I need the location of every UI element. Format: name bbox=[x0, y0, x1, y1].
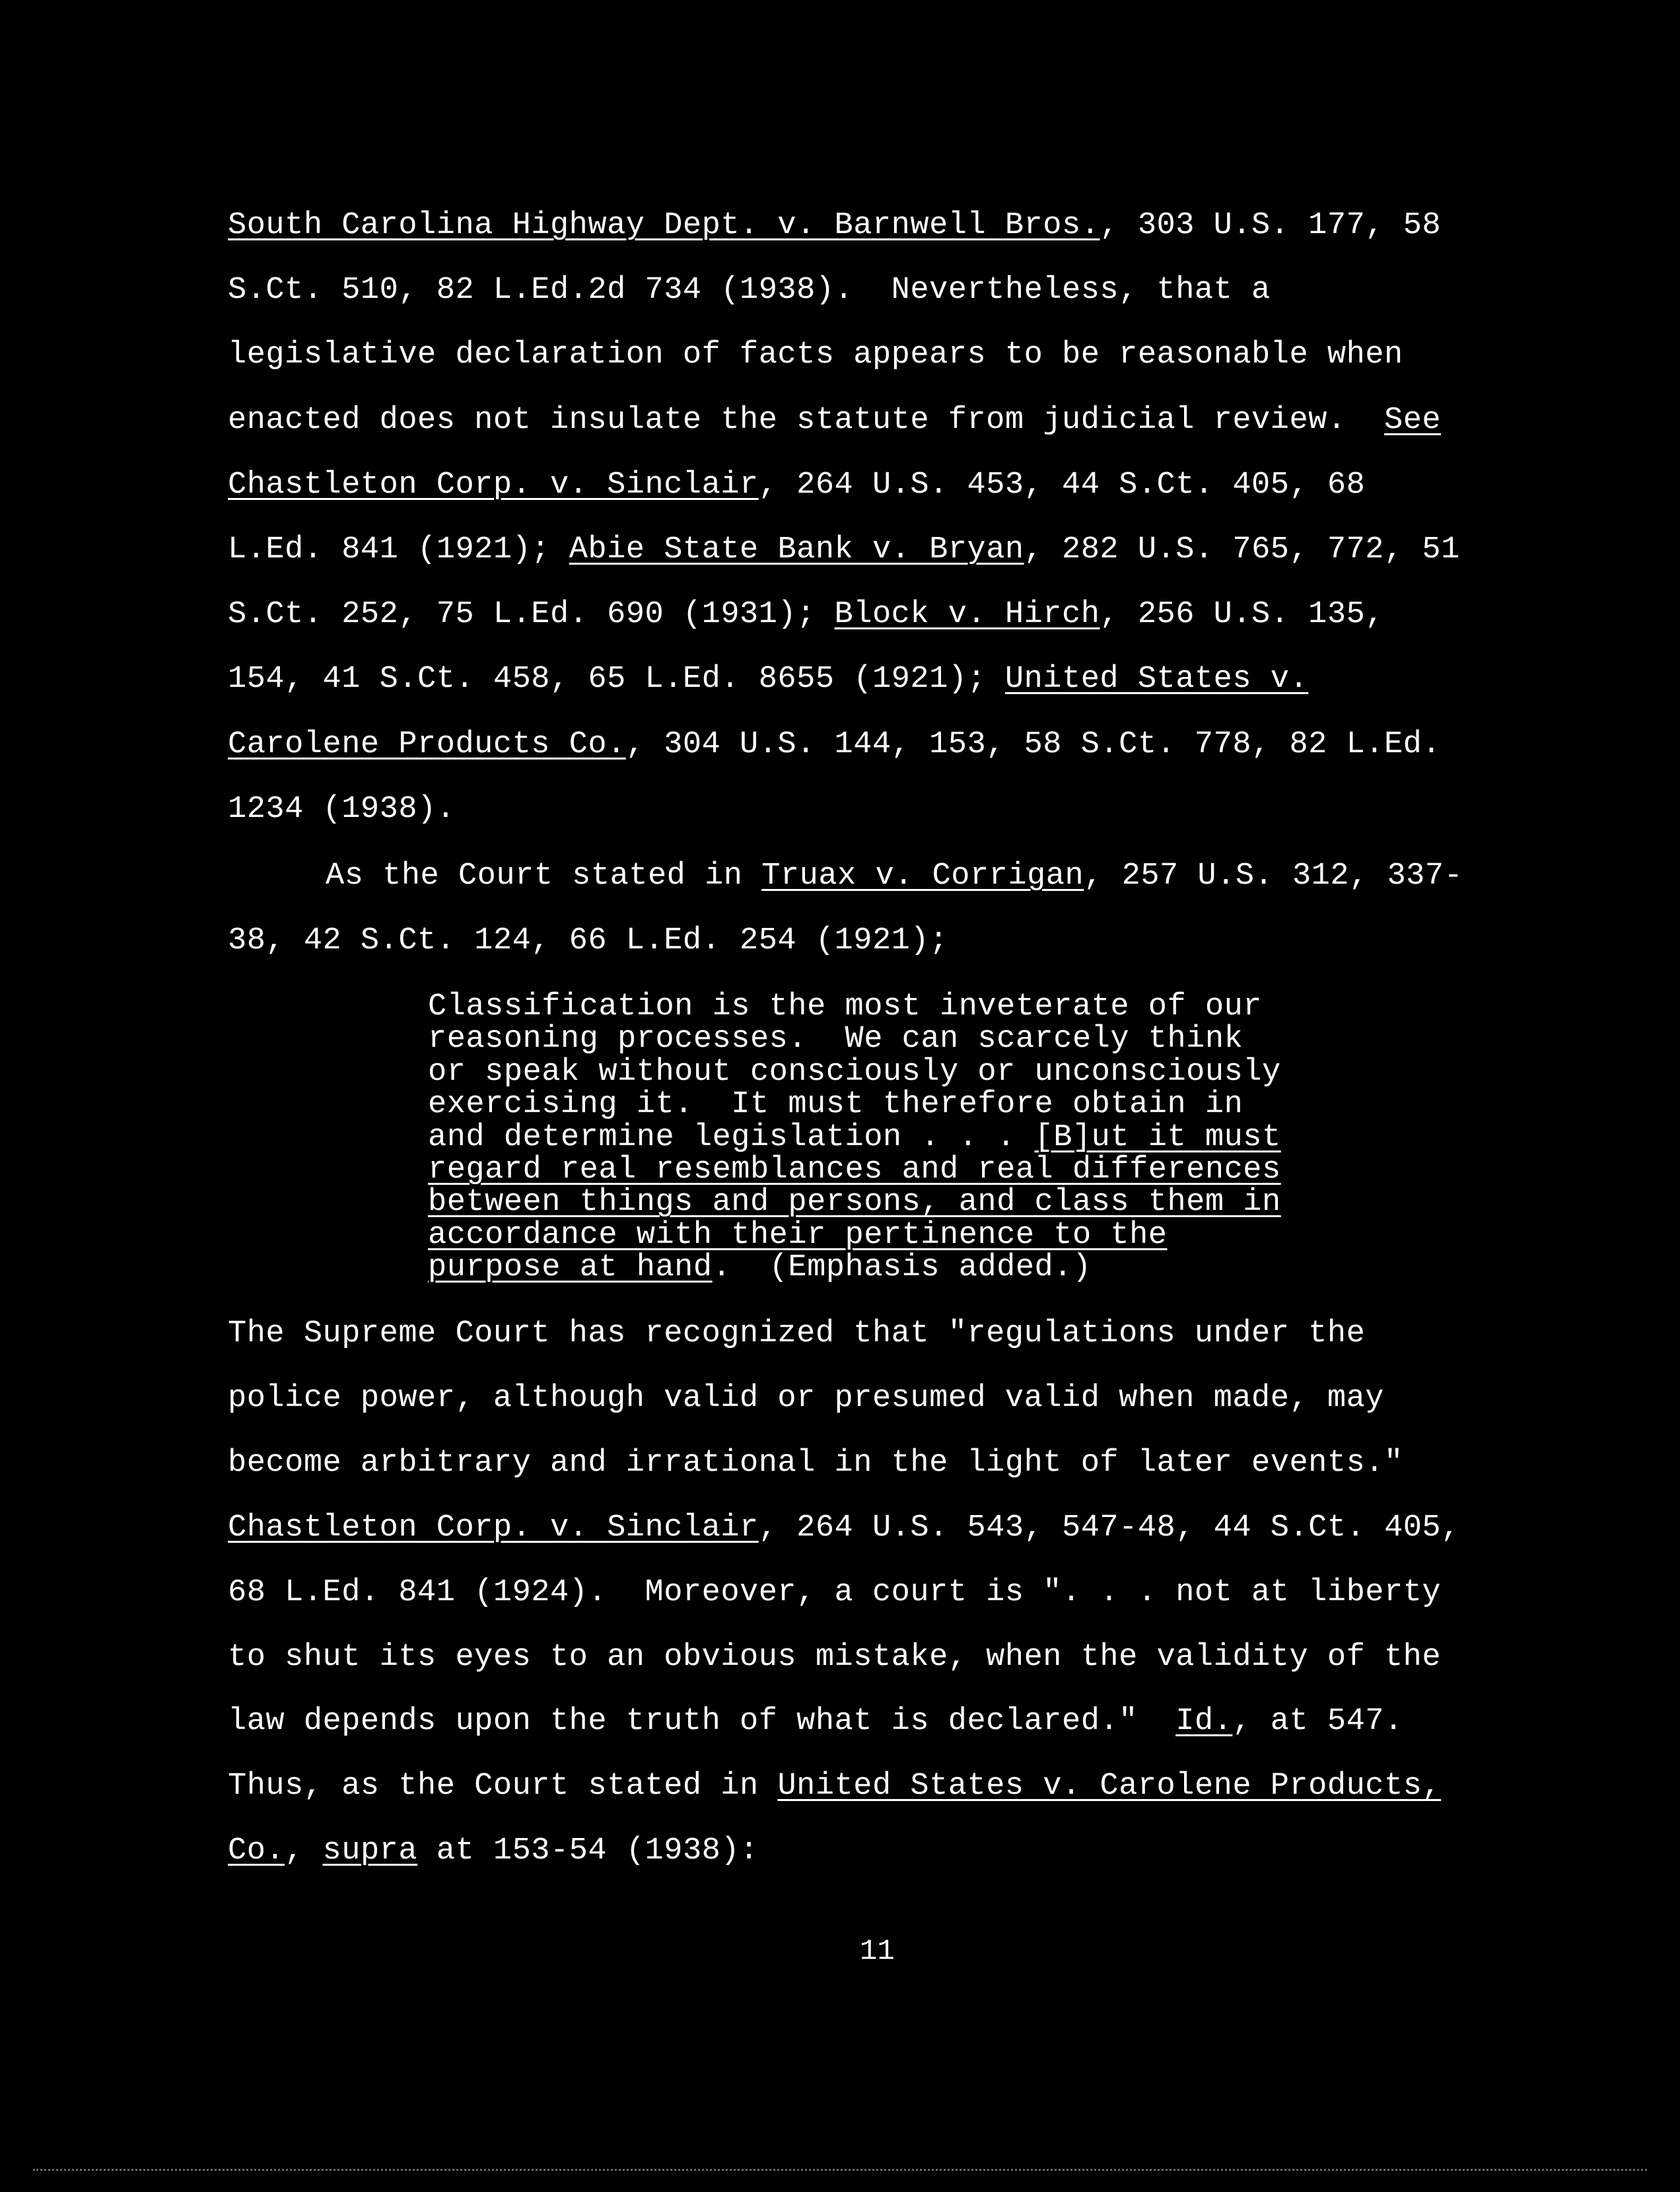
text-run: S.Ct. 252, 75 L.Ed. 690 (1931); bbox=[228, 597, 835, 633]
underlined-citation: Chastleton Corp. v. Sinclair bbox=[228, 467, 759, 503]
text-run: , 303 U.S. 177, 58 bbox=[1100, 208, 1442, 243]
text-run: or speak without consciously or unconsciously bbox=[428, 1054, 1281, 1090]
text-line bbox=[228, 1767, 1441, 1806]
text-line bbox=[428, 1154, 1281, 1187]
text-line bbox=[228, 725, 1441, 765]
text-run: enacted does not insulate the statute from judicial review. bbox=[228, 402, 1384, 438]
text-line bbox=[228, 401, 1441, 441]
underlined-citation: regard real resemblances and real differences bbox=[428, 1152, 1281, 1187]
text-run: L.Ed. 841 (1921); bbox=[228, 532, 569, 567]
text-line bbox=[428, 1056, 1281, 1089]
text-run: The Supreme Court has recognized that "regulations under the bbox=[228, 1316, 1366, 1351]
text-line bbox=[228, 1379, 1384, 1419]
text-run: reasoning processes. We can scarcely think bbox=[428, 1022, 1243, 1057]
underlined-citation: Id. bbox=[1175, 1704, 1233, 1740]
underlined-citation: Truax v. Corrigan bbox=[761, 859, 1084, 894]
text-line bbox=[428, 1023, 1243, 1056]
text-line bbox=[228, 1314, 1365, 1354]
text-run: , 264 U.S. 543, 547-48, 44 S.Ct. 405, bbox=[758, 1510, 1460, 1545]
text-line bbox=[228, 790, 455, 830]
text-run: 1234 (1938). bbox=[228, 791, 456, 827]
underlined-citation: See bbox=[1383, 402, 1442, 438]
text-run: police power, although valid or presumed valid when made, may bbox=[228, 1380, 1384, 1416]
text-line bbox=[428, 1186, 1281, 1219]
text-line bbox=[428, 1252, 1092, 1285]
text-line bbox=[228, 1508, 1460, 1548]
text-line bbox=[228, 1638, 1441, 1678]
text-run: to shut its eyes to an obvious mistake, when the validity of the bbox=[228, 1639, 1442, 1675]
text-line bbox=[228, 466, 1365, 505]
underlined-citation: Chastleton Corp. v. Sinclair bbox=[228, 1510, 759, 1545]
text-line bbox=[228, 206, 1441, 246]
text-line bbox=[228, 1444, 1403, 1483]
underlined-citation: purpose at hand bbox=[428, 1250, 713, 1286]
text-run: S.Ct. 510, 82 L.Ed.2d 734 (1938). Nevertheless, that a bbox=[228, 273, 1271, 308]
text-run: . (Emphasis added.) bbox=[712, 1250, 1092, 1286]
text-line bbox=[428, 1219, 1167, 1252]
text-line bbox=[326, 857, 1463, 896]
text-line bbox=[228, 660, 1308, 699]
text-line bbox=[228, 336, 1403, 375]
text-line bbox=[228, 1573, 1441, 1613]
text-run: , 256 U.S. 135, bbox=[1100, 597, 1384, 633]
text-line bbox=[228, 595, 1384, 635]
page-number: 11 bbox=[860, 1935, 895, 1968]
underlined-citation: between things and persons, and class them in bbox=[428, 1185, 1281, 1220]
underlined-citation: Carolene Products Co. bbox=[228, 726, 626, 762]
text-line bbox=[228, 271, 1271, 310]
text-run: As the Court stated in bbox=[326, 859, 762, 894]
text-run: law depends upon the truth of what is declared." bbox=[228, 1704, 1176, 1740]
text-run: Thus, as the Court stated in bbox=[228, 1769, 778, 1804]
text-line bbox=[228, 1702, 1403, 1742]
text-line bbox=[228, 530, 1460, 570]
text-run: legislative declaration of facts appears to be reasonable when bbox=[228, 337, 1403, 373]
text-line bbox=[428, 1121, 1281, 1154]
text-run: and determine legislation . . . bbox=[428, 1119, 1035, 1155]
text-run: , bbox=[285, 1833, 323, 1869]
text-run: 68 L.Ed. 841 (1924). Moreover, a court is ". . . not at liberty bbox=[228, 1574, 1442, 1610]
bottom-scan-edge bbox=[33, 2169, 1647, 2171]
underlined-citation: supra bbox=[322, 1833, 418, 1869]
text-line bbox=[228, 921, 948, 961]
underlined-citation: [B]ut it must bbox=[1034, 1119, 1281, 1155]
underlined-citation: United States v. Carolene Products, bbox=[777, 1769, 1442, 1804]
text-run: become arbitrary and irrational in the light of later events." bbox=[228, 1445, 1403, 1481]
text-run: , 264 U.S. 453, 44 S.Ct. 405, 68 bbox=[758, 467, 1366, 503]
text-line bbox=[428, 991, 1262, 1024]
text-run: exercising it. It must therefore obtain in bbox=[428, 1087, 1243, 1123]
text-line bbox=[228, 1831, 759, 1871]
text-run: , 257 U.S. 312, 337- bbox=[1084, 859, 1463, 894]
underlined-citation: United States v. bbox=[1004, 662, 1309, 697]
text-run: , 304 U.S. 144, 153, 58 S.Ct. 778, 82 L.Ed. bbox=[625, 726, 1442, 762]
text-line bbox=[428, 1088, 1243, 1121]
text-run: 38, 42 S.Ct. 124, 66 L.Ed. 254 (1921); bbox=[228, 923, 948, 958]
text-run: Classification is the most inveterate of our bbox=[428, 989, 1263, 1024]
underlined-citation: South Carolina Highway Dept. v. Barnwell Bros. bbox=[228, 208, 1100, 243]
text-run: , 282 U.S. 765, 772, 51 bbox=[1024, 532, 1460, 567]
text-run: 154, 41 S.Ct. 458, 65 L.Ed. 8655 (1921); bbox=[228, 662, 1005, 697]
underlined-citation: accordance with their pertinence to the bbox=[428, 1217, 1168, 1253]
text-run: at 153-54 (1938): bbox=[417, 1833, 759, 1869]
underlined-citation: Co. bbox=[228, 1833, 285, 1869]
underlined-citation: Abie State Bank v. Bryan bbox=[569, 532, 1024, 567]
text-run: , at 547. bbox=[1232, 1704, 1403, 1740]
underlined-citation: Block v. Hirch bbox=[834, 597, 1100, 633]
